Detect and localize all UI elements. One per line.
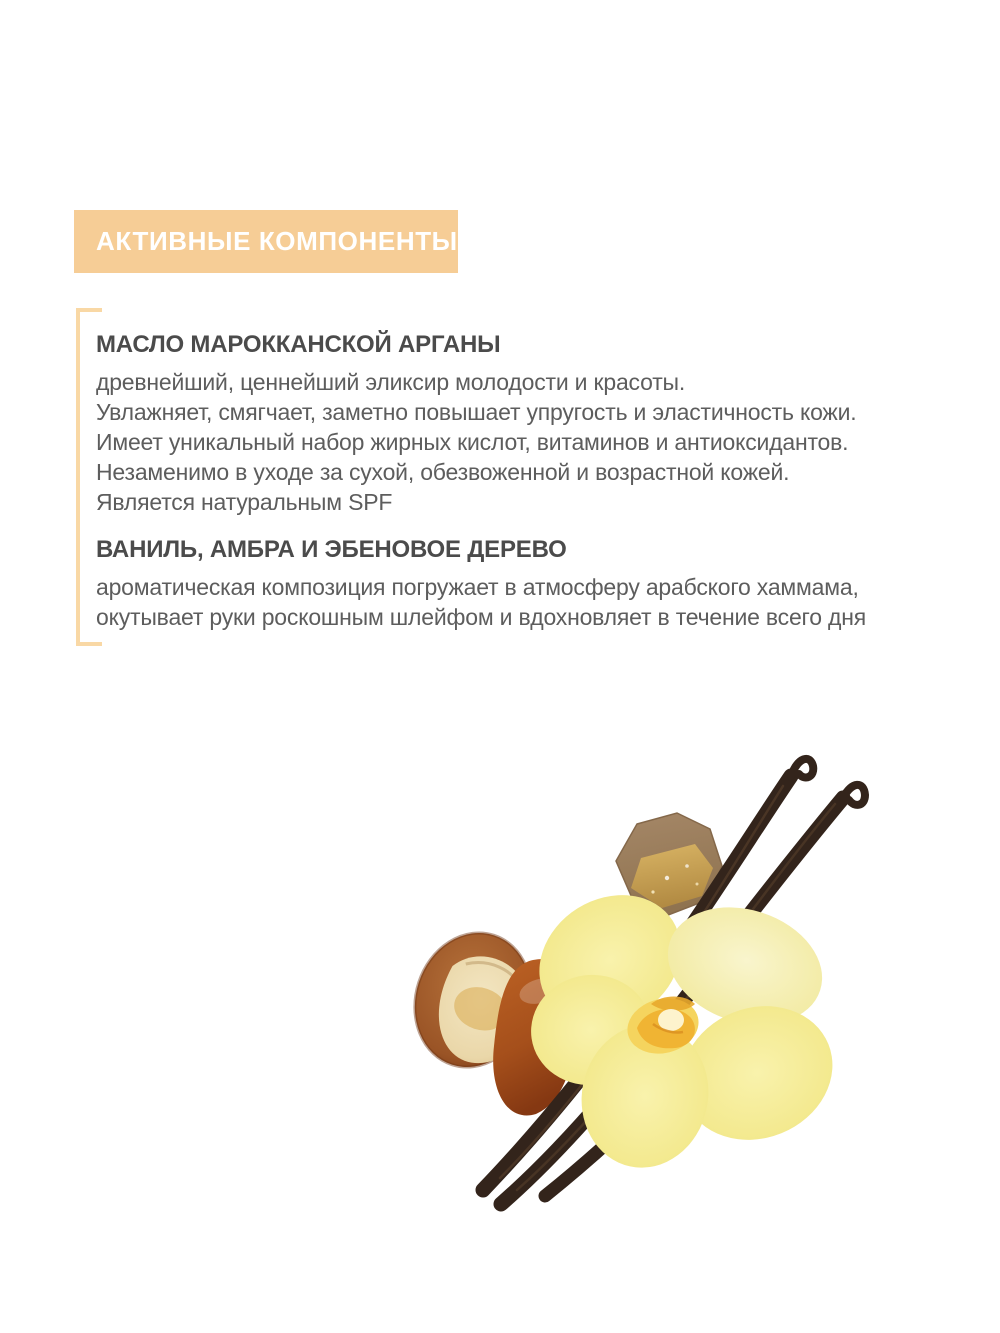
section-body bbox=[96, 367, 941, 517]
body-line: Незаменимо в уходе за сухой, обезвоженной и возрастной кожей. bbox=[96, 459, 790, 485]
section-body bbox=[96, 572, 941, 632]
body-line: окутывает руки роскошным шлейфом и вдохновляет в течение всего дня bbox=[96, 604, 867, 630]
body-line: ароматическая композиция погружает в атмосферу арабского хаммама, bbox=[96, 574, 859, 600]
body-line: Имеет уникальный набор жирных кислот, витаминов и антиоксидантов. bbox=[96, 429, 849, 455]
ingredients-illustration bbox=[405, 728, 905, 1218]
badge-label: АКТИВНЫЕ КОМПОНЕНТЫ bbox=[96, 226, 458, 256]
sections-content bbox=[96, 330, 941, 632]
section-title: МАСЛО МАРОККАНСКОЙ АРГАНЫ bbox=[96, 331, 501, 358]
body-line: Является натуральным SPF bbox=[96, 489, 393, 515]
body-line: древнейший, ценнейший эликсир молодости и красоты. bbox=[96, 369, 686, 395]
section-title: ВАНИЛЬ, АМБРА И ЭБЕНОВОЕ ДЕРЕВО bbox=[96, 536, 567, 563]
section-argan-oil bbox=[96, 330, 941, 517]
ingredients-photo bbox=[405, 728, 905, 1218]
active-components-badge bbox=[74, 210, 458, 273]
section-vanilla-amber bbox=[96, 535, 941, 632]
body-line: Увлажняет, смягчает, заметно повышает упругость и эластичность кожи. bbox=[96, 399, 857, 425]
